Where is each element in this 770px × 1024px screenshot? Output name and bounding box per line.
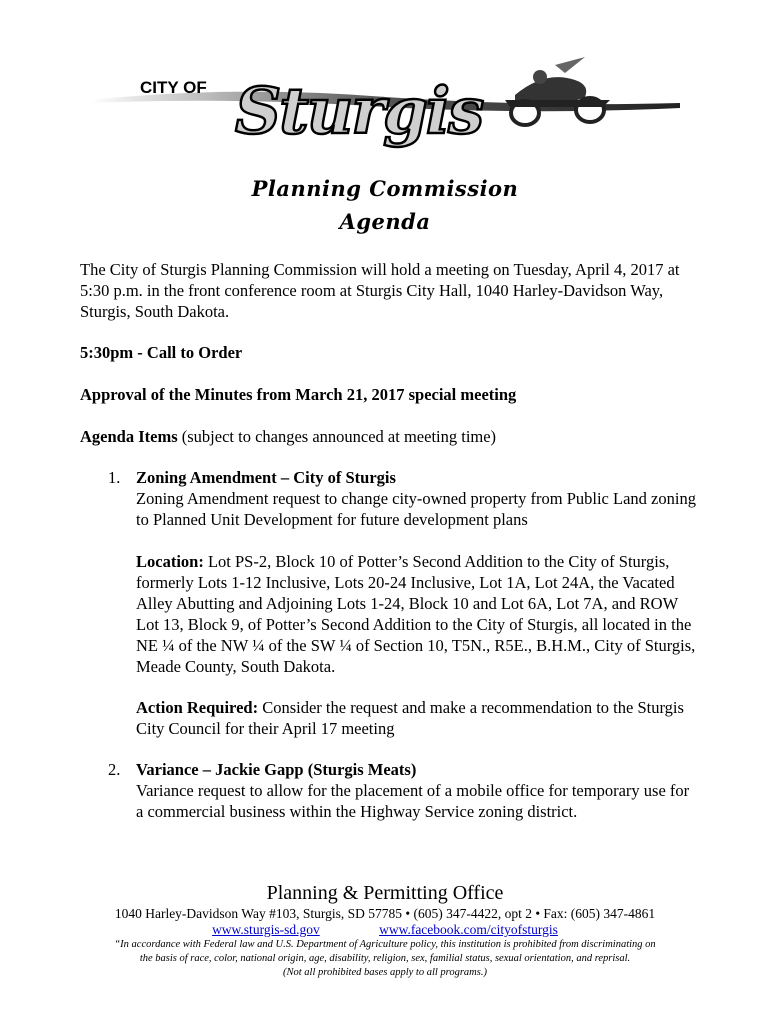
- footer-office: Planning & Permitting Office: [266, 882, 504, 904]
- logo-graphic: [85, 55, 685, 155]
- item-title: Variance – Jackie Gapp (Sturgis Meats): [136, 760, 417, 779]
- location-text: Lot PS-2, Block 10 of Potter’s Second Addition to the City of Sturgis, formerly Lots 1-12 Inclusive, Lots 20-24 Inclusive, Lot 1A, Lot 24A, the Vacated Alley Abutting and Adjoining Lots 1-24, Block 10 and Lot 6A, Lot 7A, and ROW Lot 13, Block 9, of Potter’s Second Addition to the City of Sturgis, all located in the NE ¼ of the NW ¼ of the SW ¼ of Section 10, T5N., R5E., B.H.M., City of Sturgis, Meade County, South Dakota.: [136, 552, 696, 676]
- footer-address: 1040 Harley-Davidson Way #103, Sturgis, SD 57785 • (605) 347-4422, opt 2 • Fax: (605) 347-4861: [114, 906, 656, 921]
- footer-disclaimer: [0, 938, 770, 980]
- agenda-items-label: Agenda Items: [80, 427, 178, 446]
- city-logo: [85, 55, 685, 155]
- website-link[interactable]: www.sturgis-sd.gov: [212, 922, 320, 937]
- facebook-link[interactable]: www.facebook.com/cityofsturgis: [379, 922, 558, 937]
- item-number: 1.: [108, 468, 121, 487]
- motorcycle-rider-icon: [505, 57, 610, 125]
- disclaimer-line: (Not all prohibited bases apply to all programs.): [283, 967, 487, 978]
- action-text: Consider the request and make a recommendation to the Sturgis City Council for their April 17 meeting: [136, 698, 684, 738]
- call-to-order: 5:30pm - Call to Order: [80, 343, 243, 362]
- disclaimer-line: the basis of race, color, national origin, age, disability, religion, sex, familial status, sexual orientation, and reprisal.: [139, 953, 631, 964]
- item-title: Zoning Amendment – City of Sturgis: [136, 468, 396, 487]
- intro-paragraph: The City of Sturgis Planning Commission will hold a meeting on Tuesday, April 4, 2017 at 5:30 p.m. in the front conference room at Sturgis City Hall, 1040 Harley-Davidson Way, Sturgis, South Dakota.: [80, 260, 680, 321]
- footer-links: [0, 922, 770, 938]
- minutes-approval: Approval of the Minutes from March 21, 2017 special meeting: [80, 385, 517, 404]
- action-label: Action Required:: [136, 698, 259, 717]
- logo-name: Sturgis: [235, 74, 483, 149]
- item-number: 2.: [108, 760, 121, 779]
- location-label: Location:: [136, 552, 204, 571]
- agenda-items-note: (subject to changes announced at meeting time): [177, 427, 497, 446]
- agenda-items-heading: [80, 426, 692, 447]
- item-description: Variance request to allow for the placement of a mobile office for temporary use for a commercial business within the Highway Service zoning district.: [136, 781, 690, 821]
- page-subtitle: Agenda: [339, 209, 431, 234]
- disclaimer-line: “In accordance with Federal law and U.S. Department of Agriculture policy, this institution is prohibited from discriminating on: [114, 939, 656, 950]
- item-description: Zoning Amendment request to change city-owned property from Public Land zoning to Planned Unit Development for future development plans: [136, 489, 696, 529]
- logo-prefix: CITY OF: [140, 78, 207, 97]
- page-title: Planning Commission: [251, 176, 519, 201]
